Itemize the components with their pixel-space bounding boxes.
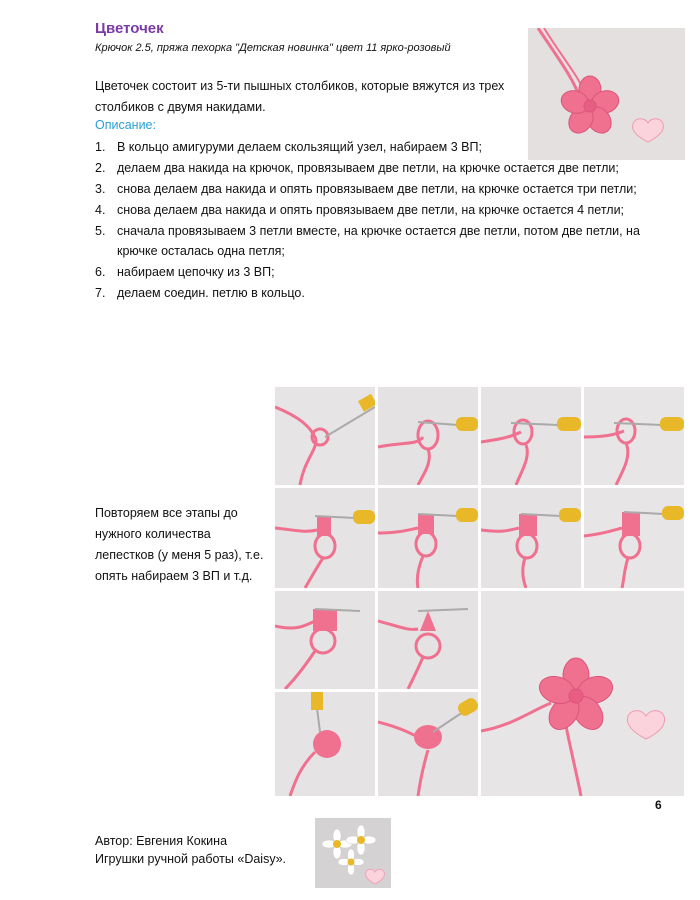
- step-photo: [378, 488, 478, 588]
- step-text: делаем два накида на крючок, провязываем две петли, на крючке остается две петли;: [117, 161, 619, 175]
- step-text: снова делаем два накида и опять провязываем две петли, на крючке остается 4 петли;: [117, 203, 625, 217]
- step-photo: [378, 387, 478, 485]
- author-text: Автор: Евгения Кокина: [95, 834, 228, 848]
- step-text: В кольцо амигуруми делаем скользящий узел, набираем 3 ВП;: [117, 140, 482, 154]
- step-number: 6.: [95, 265, 106, 279]
- step-number: 1.: [95, 140, 106, 154]
- step-number: 2.: [95, 161, 106, 175]
- list-item: [95, 262, 665, 282]
- daisy-logo-photo: [315, 818, 391, 888]
- list-item: [95, 221, 665, 261]
- steps-list: [95, 137, 665, 304]
- step-photo: [275, 488, 375, 588]
- step-number: 5.: [95, 224, 106, 238]
- intro-text: Цветочек состоит из 5-ти пышных столбиков, которые вяжутся из трех столбиков с двумя накидами.: [95, 79, 505, 114]
- list-item: [95, 200, 665, 220]
- step-photo: [378, 591, 478, 689]
- step-text: делаем соедин. петлю в кольцо.: [117, 286, 305, 300]
- page-title: Цветочек: [95, 20, 164, 37]
- flower-photo: [528, 28, 685, 160]
- side-text: Повторяем все этапы до нужного количества лепестков (у меня 5 раз), т.е. опять набираем 3 ВП и т.д.: [95, 506, 264, 583]
- step-photo: [275, 591, 375, 689]
- list-item: [95, 158, 665, 178]
- brand-text: Игрушки ручной работы «Daisy».: [95, 852, 286, 866]
- step-number: 7.: [95, 286, 106, 300]
- footer: [95, 832, 286, 868]
- step-photo: [481, 591, 684, 796]
- page-subtitle: Крючок 2.5, пряжа пехорка "Детская новинка" цвет 11 ярко-розовый: [95, 42, 451, 54]
- step-number: 4.: [95, 203, 106, 217]
- page-number: 6: [655, 798, 662, 812]
- list-item: [95, 179, 665, 199]
- step-photo: [275, 692, 375, 796]
- step-text: снова делаем два накида и опять провязываем две петли, на крючке остается три петли;: [117, 182, 637, 196]
- step-photo: [584, 387, 684, 485]
- description-heading: Описание:: [95, 118, 156, 132]
- step-photo: [481, 387, 581, 485]
- step-photo: [584, 488, 684, 588]
- step-number: 3.: [95, 182, 106, 196]
- step-photo: [275, 387, 375, 485]
- step-photo: [481, 488, 581, 588]
- step-photo: [378, 692, 478, 796]
- step-text: набираем цепочку из 3 ВП;: [117, 265, 275, 279]
- step-text: сначала провязываем 3 петли вместе, на крючке остается две петли, потом две петли, на крючке осталась одна петля;: [117, 224, 640, 258]
- list-item: [95, 283, 665, 303]
